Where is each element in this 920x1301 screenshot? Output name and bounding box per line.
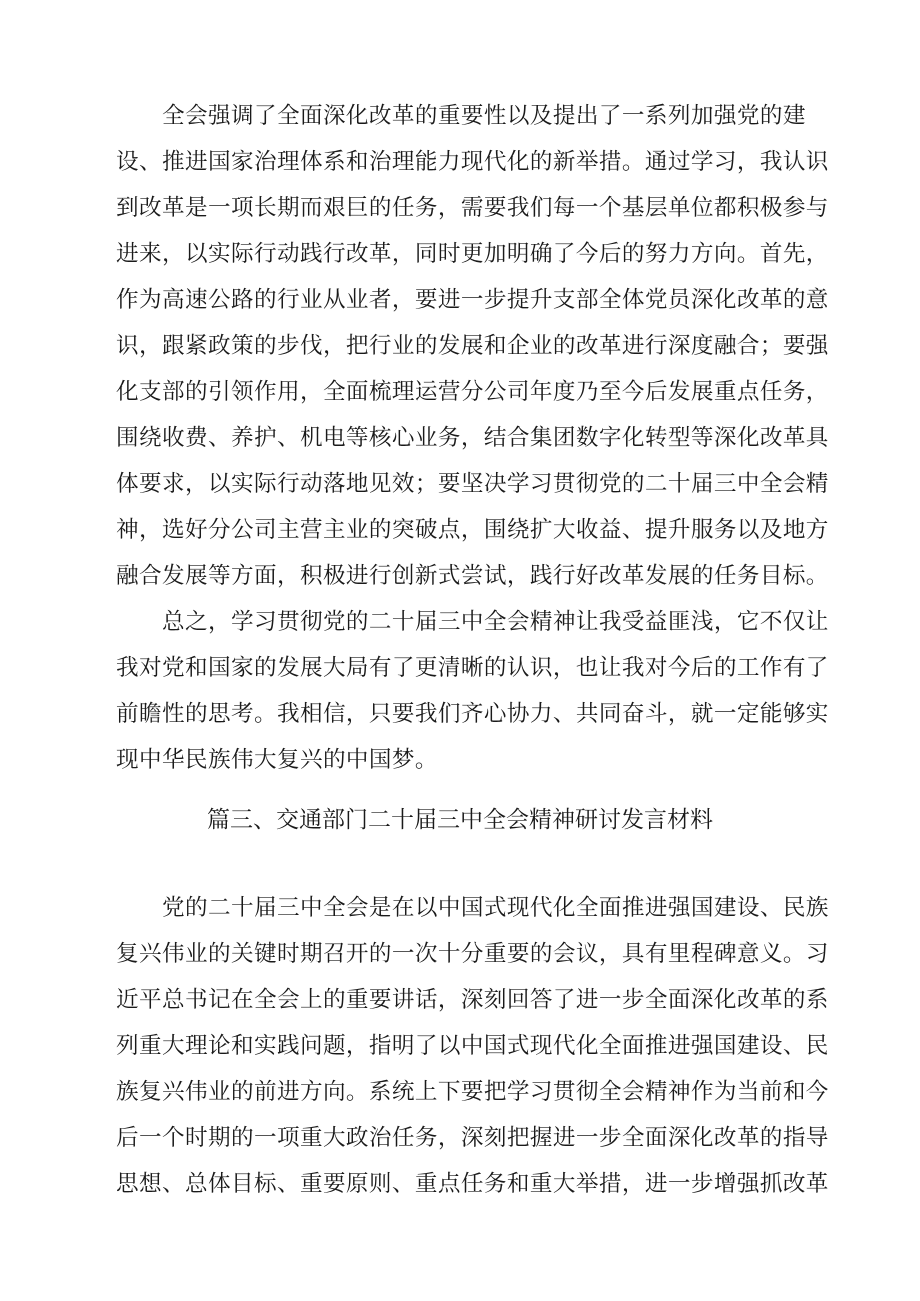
text-line: 到改革是一项长期而艰巨的任务，需要我们每一个基层单位都积极参与 — [116, 195, 829, 221]
text-line: 总之，学习贯彻党的二十届三中全会精神让我受益匪浅，它不仅让 — [116, 609, 829, 635]
text-line: 列重大理论和实践问题，指明了以中国式现代化全面推进强国建设、民 — [116, 1033, 829, 1059]
text-line: 识，跟紧政策的步伐，把行业的发展和企业的改革进行深度融合；要强 — [116, 333, 829, 359]
text-line: 化支部的引领作用，全面梳理运营分公司年度乃至今后发展重点任务， — [116, 379, 829, 405]
text-line: 全会强调了全面深化改革的重要性以及提出了一系列加强党的建 — [116, 103, 806, 129]
text-line: 设、推进国家治理体系和治理能力现代化的新举措。通过学习，我认识 — [116, 149, 829, 175]
text-line: 作为高速公路的行业从业者，要进一步提升支部全体党员深化改革的意 — [116, 287, 829, 313]
text-line: 体要求，以实际行动落地见效；要坚决学习贯彻党的二十届三中全会精 — [116, 471, 829, 497]
text-line: 后一个时期的一项重大政治任务，深刻把握进一步全面深化改革的指导 — [116, 1125, 829, 1151]
text-line: 现中华民族伟大复兴的中国梦。 — [116, 747, 438, 773]
text-line: 融合发展等方面，积极进行创新式尝试，践行好改革发展的任务目标。 — [116, 563, 829, 589]
text-line: 近平总书记在全会上的重要讲话，深刻回答了进一步全面深化改革的系 — [116, 987, 829, 1013]
section-heading: 篇三、交通部门二十届三中全会精神研讨发言材料 — [207, 807, 713, 833]
text-line: 党的二十届三中全会是在以中国式现代化全面推进强国建设、民族 — [116, 895, 829, 921]
text-line: 我对党和国家的发展大局有了更清晰的认识，也让我对今后的工作有了 — [116, 655, 829, 681]
text-line: 围绕收费、养护、机电等核心业务，结合集团数字化转型等深化改革具 — [116, 425, 829, 451]
text-line: 思想、总体目标、重要原则、重点任务和重大举措，进一步增强抓改革 — [116, 1171, 829, 1197]
text-line: 复兴伟业的关键时期召开的一次十分重要的会议，具有里程碑意义。习 — [116, 941, 829, 967]
text-line: 进来，以实际行动践行改革，同时更加明确了今后的努力方向。首先， — [116, 241, 829, 267]
text-line: 前瞻性的思考。我相信，只要我们齐心协力、共同奋斗，就一定能够实 — [116, 701, 829, 727]
text-line: 族复兴伟业的前进方向。系统上下要把学习贯彻全会精神作为当前和今 — [116, 1079, 829, 1105]
text-line: 神，选好分公司主营主业的突破点，围绕扩大收益、提升服务以及地方 — [116, 517, 829, 543]
